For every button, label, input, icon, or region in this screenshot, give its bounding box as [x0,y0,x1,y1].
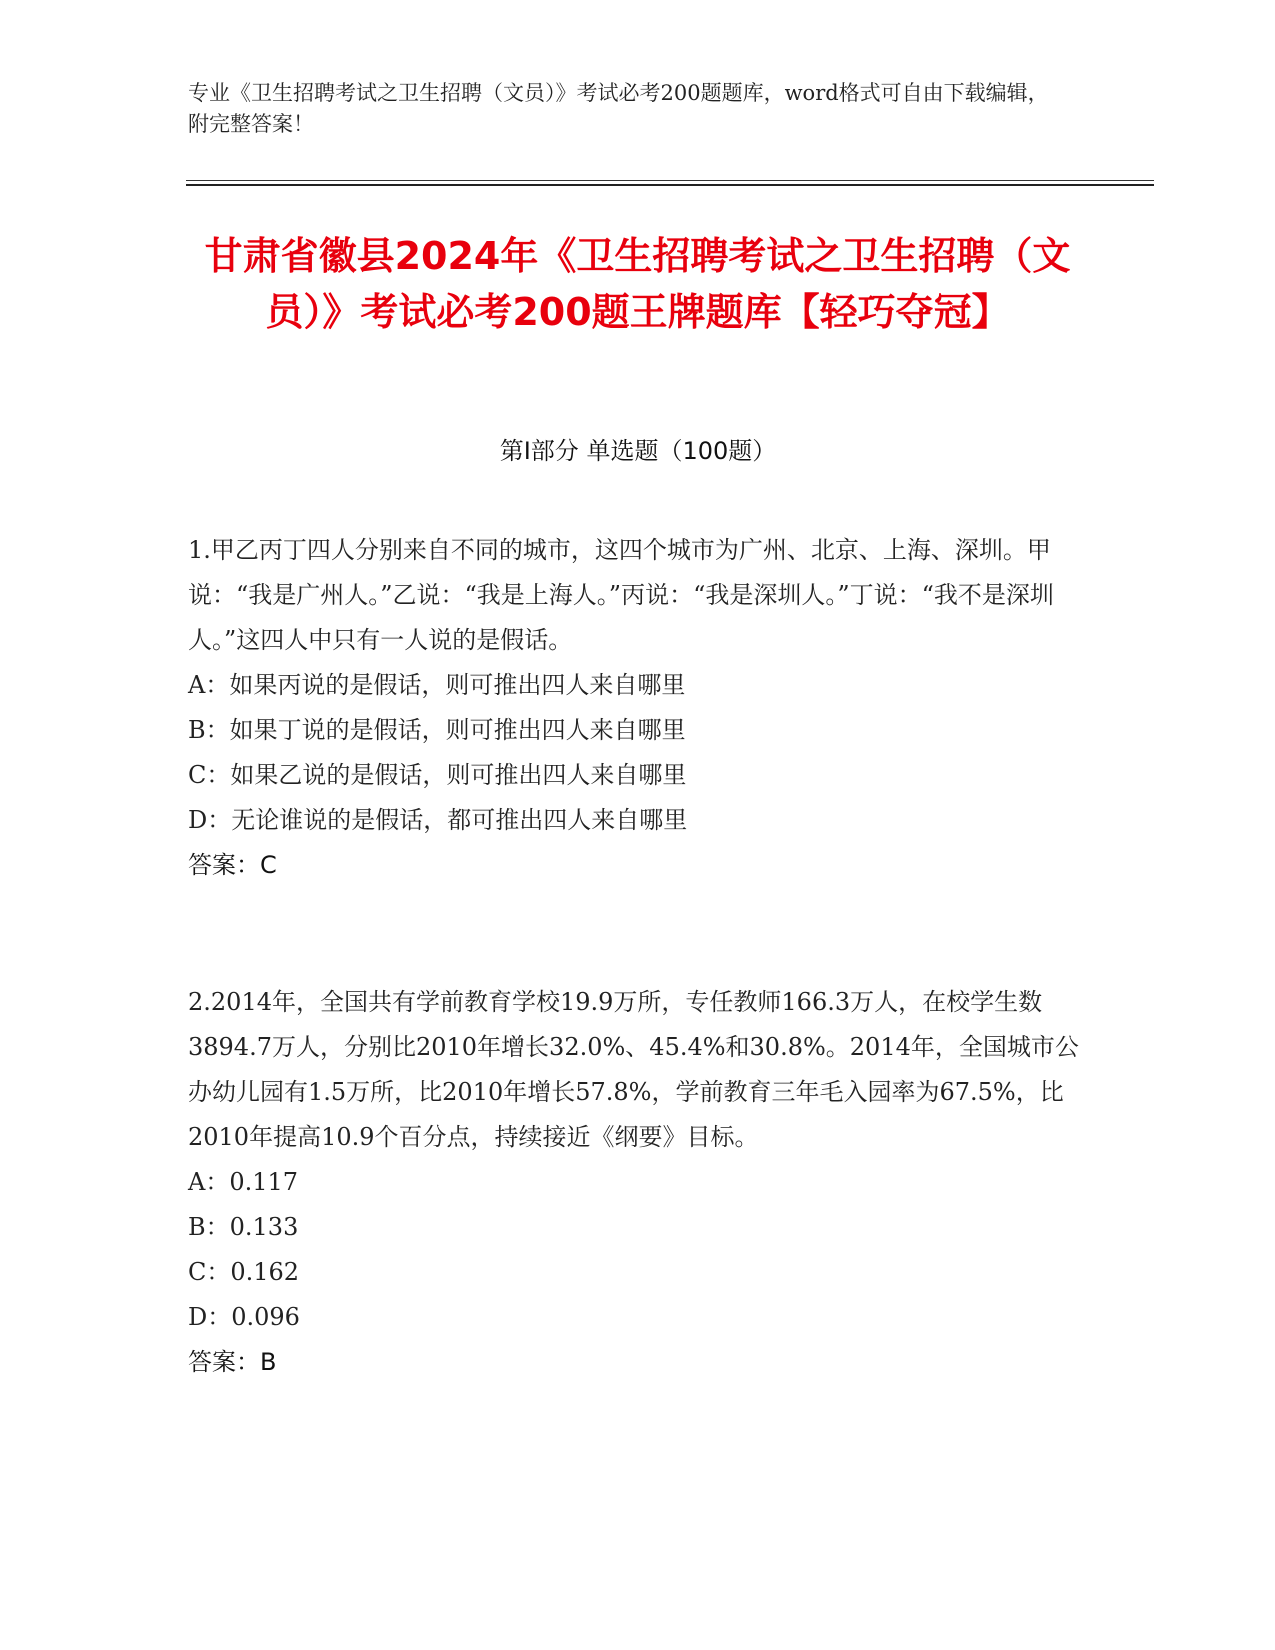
option-d: D：0.096 [188,1303,300,1331]
question-block [188,980,1083,1385]
header-divider-thin [186,180,1154,181]
option-b: B：如果丁说的是假话，则可推出四人来自哪里 [188,716,686,744]
option-c: C：0.162 [188,1258,300,1286]
question-stem: 2.2014年，全国共有学前教育学校19.9万所，专任教师166.3万人，在校学生数3894.7万人，分别比2010年增长32.0%、45.4%和30.8%。2014年，全国城市公办幼儿园有1.5万所，比2010年增长57.8%，学前教育三年毛入园率为67.5%，比2010年提高10.9个百分点，持续接近《纲要》目标。 [188,988,1079,1151]
option-a: A：0.117 [188,1168,299,1196]
option-b: B：0.133 [188,1213,299,1241]
question-block [188,528,1083,888]
answer-line: 答案：B [188,1348,277,1376]
header-divider-thick [186,184,1154,186]
option-c: C：如果乙说的是假话，则可推出四人来自哪里 [188,761,687,789]
question-stem: 1.甲乙丙丁四人分别来自不同的城市，这四个城市为广州、北京、上海、深圳。甲说：“我是广州人。”乙说：“我是上海人。”丙说：“我是深圳人。”丁说：“我不是深圳人。”这四人中只有一人说的是假话。 [188,536,1054,654]
option-d: D：无论谁说的是假话，都可推出四人来自哪里 [188,806,688,834]
document-title: 甘肃省徽县2024年《卫生招聘考试之卫生招聘（文员）》考试必考200题王牌题库【轻巧夺冠】 [204,234,1071,334]
option-a: A：如果丙说的是假话，则可推出四人来自哪里 [188,671,686,699]
answer-line: 答案：C [188,851,277,879]
section-title: 第I部分 单选题（100题） [499,437,777,465]
header-note: 专业《卫生招聘考试之卫生招聘（文员）》考试必考200题题库，word格式可自由下载编辑，附完整答案！ [188,81,1049,136]
